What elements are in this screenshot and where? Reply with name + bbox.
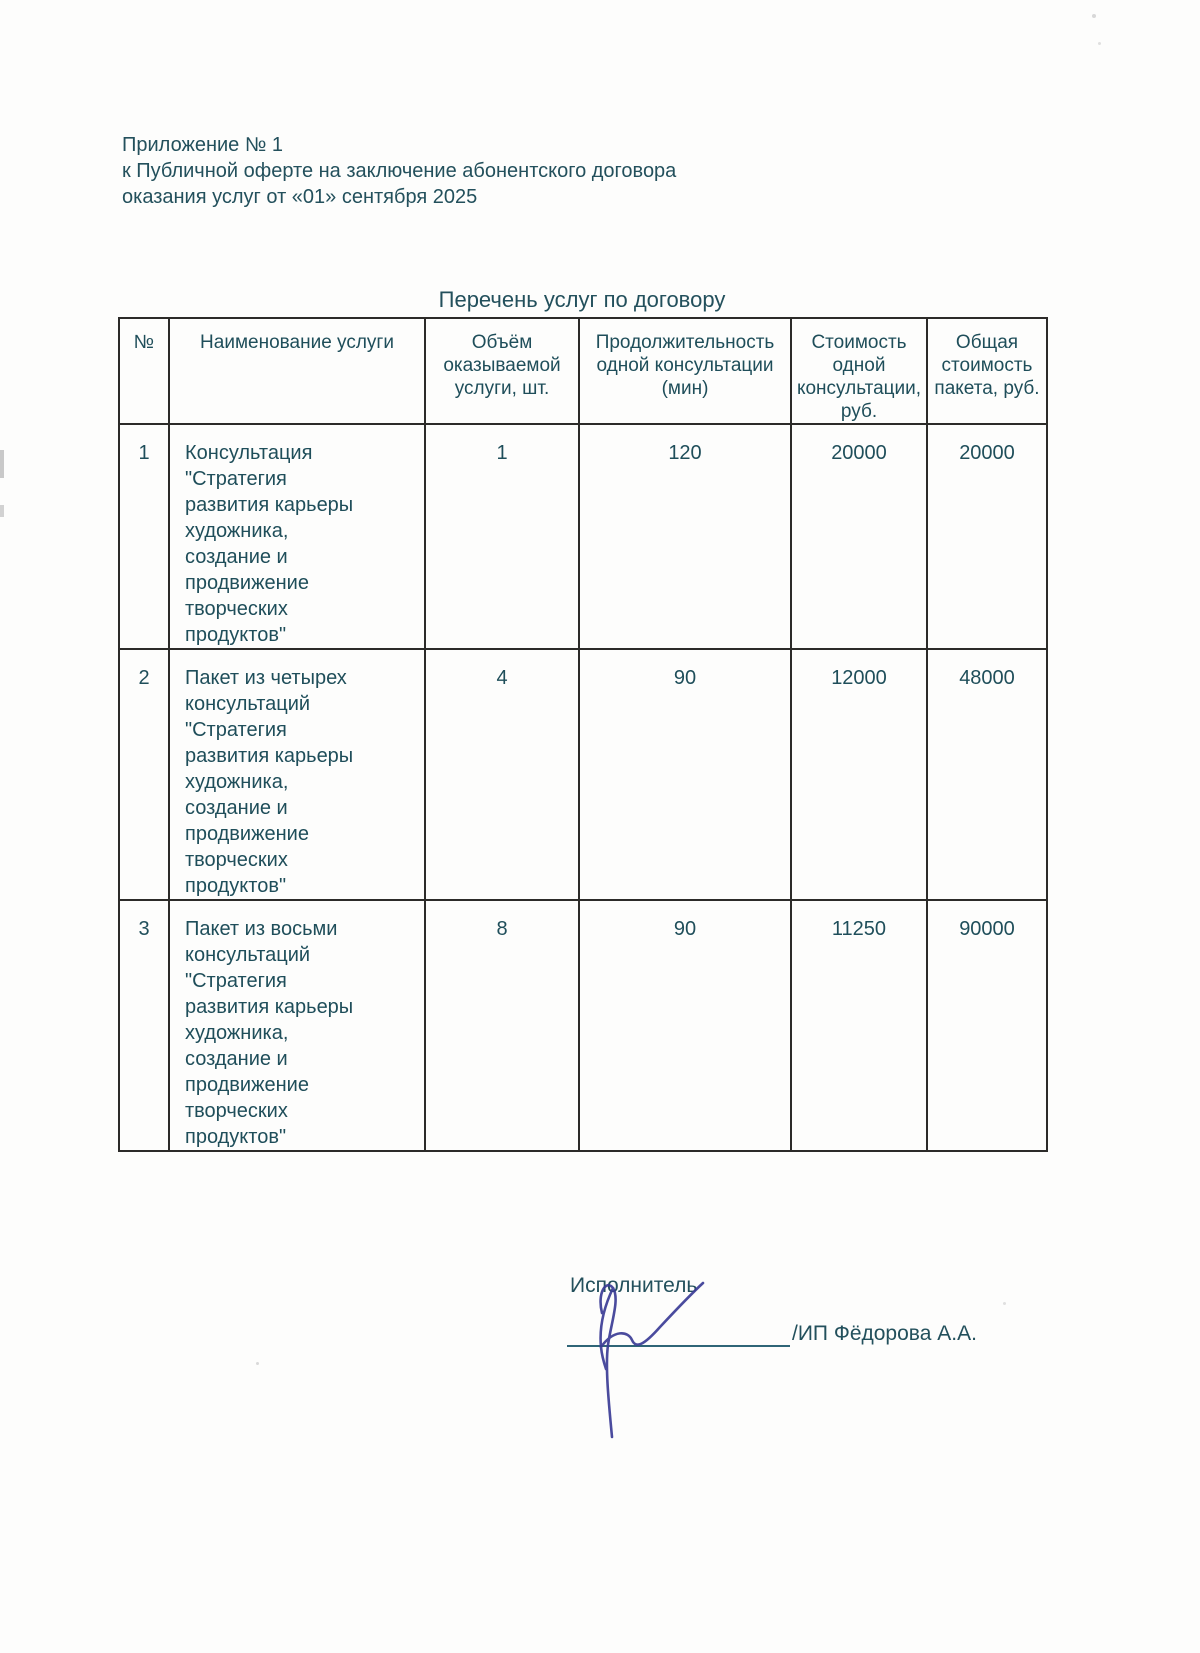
table-row xyxy=(119,649,1047,900)
table-title: Перечень услуг по договору xyxy=(438,287,726,312)
services-table xyxy=(118,317,1048,1152)
cell-row-number: 2 xyxy=(119,649,169,900)
cell-service-name: Консультация "Стратегия развития карьеры художника, создание и продвижение творческих продуктов" xyxy=(169,424,425,649)
cell-duration: 90 xyxy=(579,900,791,1151)
header-line-offer: к Публичной оферте на заключение абонентского договора xyxy=(122,160,677,182)
header-line-date: оказания услуг от «01» сентября 2025 xyxy=(122,186,478,208)
cell-row-number: 1 xyxy=(119,424,169,649)
cell-duration: 90 xyxy=(579,649,791,900)
cell-volume: 8 xyxy=(425,900,579,1151)
cell-price: 20000 xyxy=(791,424,927,649)
col-header-price-per-consultation: Стоимость одной консультации, руб. xyxy=(791,318,927,424)
cell-row-number: 3 xyxy=(119,900,169,1151)
col-header-number: № xyxy=(119,318,169,424)
table-header-row xyxy=(119,318,1047,424)
col-header-service-name: Наименование услуги xyxy=(169,318,425,424)
table-row xyxy=(119,900,1047,1151)
document-header xyxy=(122,132,676,210)
cell-total: 48000 xyxy=(927,649,1047,900)
cell-service-name: Пакет из восьми консультаций "Стратегия развития карьеры художника, создание и продвижение творческих продуктов" xyxy=(169,900,425,1151)
cell-total: 20000 xyxy=(927,424,1047,649)
scan-artifact-left-mark xyxy=(0,505,4,517)
scan-artifact-speck xyxy=(1098,42,1101,45)
executor-name: /ИП Фёдорова А.А. xyxy=(792,1322,977,1345)
col-header-package-total: Общая стоимость пакета, руб. xyxy=(927,318,1047,424)
executor-label: Исполнитель xyxy=(570,1274,698,1297)
col-header-volume: Объём оказываемой услуги, шт. xyxy=(425,318,579,424)
cell-duration: 120 xyxy=(579,424,791,649)
cell-price: 11250 xyxy=(791,900,927,1151)
cell-volume: 1 xyxy=(425,424,579,649)
header-line-appendix: Приложение № 1 xyxy=(122,134,283,156)
scan-artifact-speck xyxy=(256,1362,259,1365)
col-header-duration: Продолжительность одной консультации (мин) xyxy=(579,318,791,424)
scan-artifact-speck xyxy=(1092,14,1096,18)
cell-total: 90000 xyxy=(927,900,1047,1151)
cell-price: 12000 xyxy=(791,649,927,900)
cell-service-name: Пакет из четырех консультаций "Стратегия развития карьеры художника, создание и продвижение творческих продуктов" xyxy=(169,649,425,900)
signature-line xyxy=(567,1329,790,1347)
table-row xyxy=(119,424,1047,649)
cell-volume: 4 xyxy=(425,649,579,900)
scan-artifact-left-mark xyxy=(0,450,4,478)
scan-artifact-speck xyxy=(1003,1302,1006,1305)
